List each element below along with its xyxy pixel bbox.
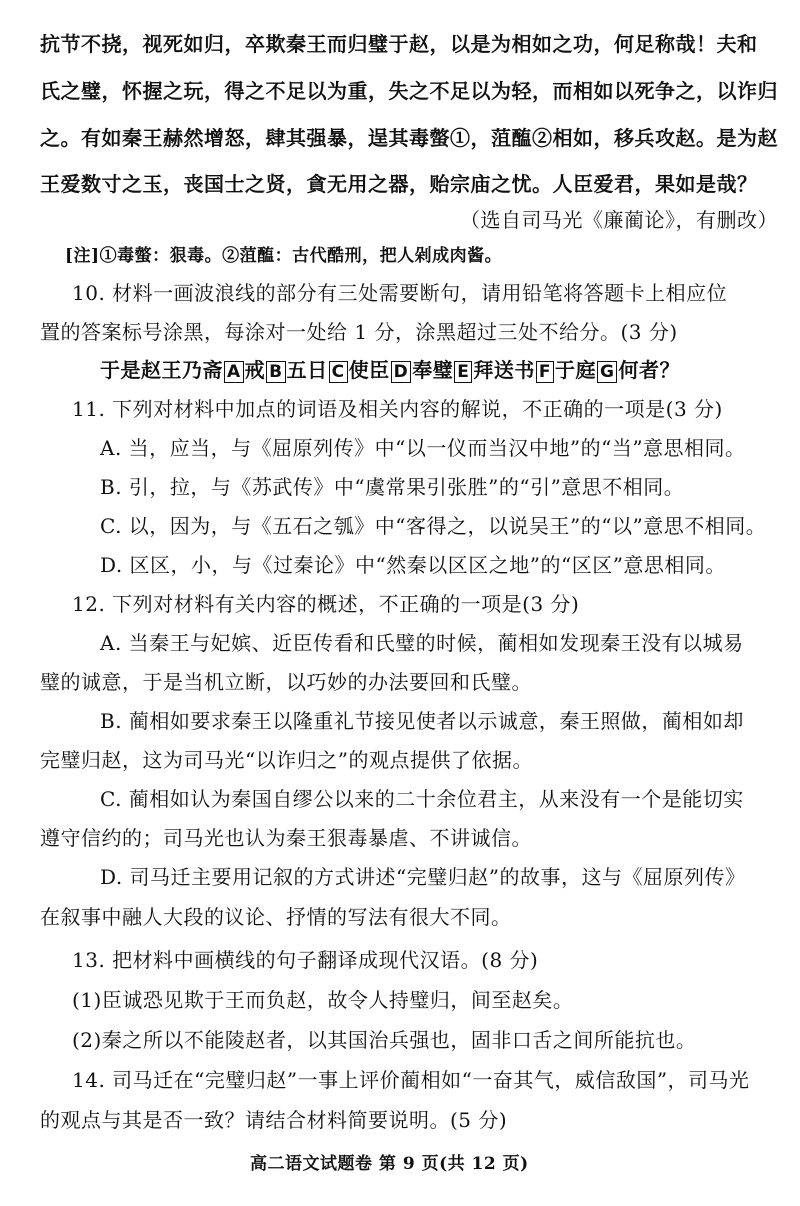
q10-seg-text: 于是赵王乃斋 (100, 358, 223, 382)
q10-seg-text: 戒 (244, 358, 266, 382)
q12-option-b-line-1: B. 蔺相如要求秦王以隆重礼节接见使者以示诚意，秦王照做，蔺相如却 (100, 709, 744, 733)
break-box-a[interactable]: A (224, 361, 244, 383)
q11-option-b: B. 引，拉，与《苏武传》中“虞常果引张胜”的“引”意思不相同。 (100, 475, 685, 499)
q12-option-d-line-2: 在叙事中融人大段的议论、抒情的写法有很大不同。 (40, 905, 512, 929)
break-box-b[interactable]: B (266, 361, 285, 383)
q10-seg-text: 何者？ (618, 358, 680, 382)
passage-line-1: 抗节不挠，视死如归，卒欺秦王而归璧于赵，以是为相如之功，何足称哉！夫和 (40, 32, 758, 56)
q12-option-a-line-1: A. 当秦王与妃嫔、近臣传看和氏璧的时候，蔺相如发现秦王没有以城易 (100, 631, 744, 655)
q13-item-1: (1)臣诚恐见欺于王而负赵，故令人持璧归，间至赵矣。 (72, 988, 574, 1012)
q13-item-2: (2)秦之所以不能陵赵者，以其国治兵强也，固非口舌之间所能抗也。 (72, 1028, 697, 1052)
q10-seg-text: 于庭 (555, 358, 596, 382)
q10-seg-text: 使臣 (348, 358, 390, 382)
page-footer: 高二语文试题卷 第 9 页(共 12 页) (250, 1154, 529, 1174)
q12-option-b-line-2: 完璧归赵，这为司马光“以诈归之”的观点提供了依据。 (40, 748, 533, 772)
q10-break-sentence (100, 356, 680, 384)
break-box-e[interactable]: E (454, 361, 472, 383)
passage-line-2: 氏之璧，怀握之玩，得之不足以为重，失之不足以为轻，而相如以死争之，以诈归 (40, 79, 778, 103)
q11-option-c: C. 以，因为，与《五石之瓠》中“客得之，以说吴王”的“以”意思不相同。 (100, 514, 767, 538)
q12-option-c-line-2: 遵守信约的；司马光也认为秦王狠毒暴虐、不讲诚信。 (40, 826, 532, 850)
break-box-d[interactable]: D (391, 361, 412, 383)
q12-option-c-line-1: C. 蔺相如认为秦国自缪公以来的二十余位君主，从来没有一个是能切实 (100, 787, 744, 811)
break-box-g[interactable]: G (597, 361, 617, 383)
q13-stem: 13. 把材料中画横线的句子翻译成现代汉语。(8 分) (72, 948, 539, 972)
q10-seg-text: 五日 (286, 358, 328, 382)
q14-line-1: 14. 司马迁在“完璧归赵”一事上评价蔺相如“一奋其气，威信敌国”，司马光 (72, 1068, 750, 1092)
q11-stem: 11. 下列对材料中加点的词语及相关内容的解说，不正确的一项是(3 分) (72, 397, 723, 421)
q12-stem: 12. 下列对材料有关内容的概述，不正确的一项是(3 分) (72, 592, 580, 616)
q14-line-2: 的观点与其是否一致？请结合材料简要说明。(5 分) (40, 1108, 508, 1132)
annotation-note: [注]①毒螫：狠毒。②菹醢：古代酷刑，把人剁成肉酱。 (65, 246, 503, 266)
passage-line-4: 王爱数寸之玉，丧国士之贤，貪无用之器，贻宗庙之忧。人臣爱君，果如是哉？ (40, 172, 758, 196)
q12-option-d-line-1: D. 司马迁主要用记叙的方式讲述“完璧归赵”的故事，这与《屈原列传》 (100, 865, 746, 889)
passage-source: （选自司马光《廉蔺论》，有删改） (460, 208, 778, 232)
q12-option-a-line-2: 璧的诚意，于是当机立断，以巧妙的办法要回和氏璧。 (40, 670, 532, 694)
q10-stem-line-2: 置的答案标号涂黑，每涂对一处给 1 分，涂黑超过三处不给分。(3 分) (40, 320, 678, 344)
q10-seg-text: 拜送书 (473, 358, 535, 382)
q11-option-d: D. 区区，小，与《过秦论》中“然秦以区区之地”的“区区”意思相同。 (100, 553, 726, 577)
q10-seg-text: 奉璧 (412, 358, 454, 382)
passage-line-3: 之。有如秦王赫然增怒，肆其强暴，逞其毒螫①，菹醢②相如，移兵攻赵。是为赵 (40, 126, 778, 150)
q10-stem-line-1: 10. 材料一画波浪线的部分有三处需要断句，请用铅笔将答题卡上相应位 (72, 281, 728, 305)
break-box-c[interactable]: C (329, 361, 348, 383)
q11-option-a: A. 当，应当，与《屈原列传》中“以一仪而当汉中地”的“当”意思相同。 (100, 436, 746, 460)
break-box-f[interactable]: F (536, 361, 554, 383)
